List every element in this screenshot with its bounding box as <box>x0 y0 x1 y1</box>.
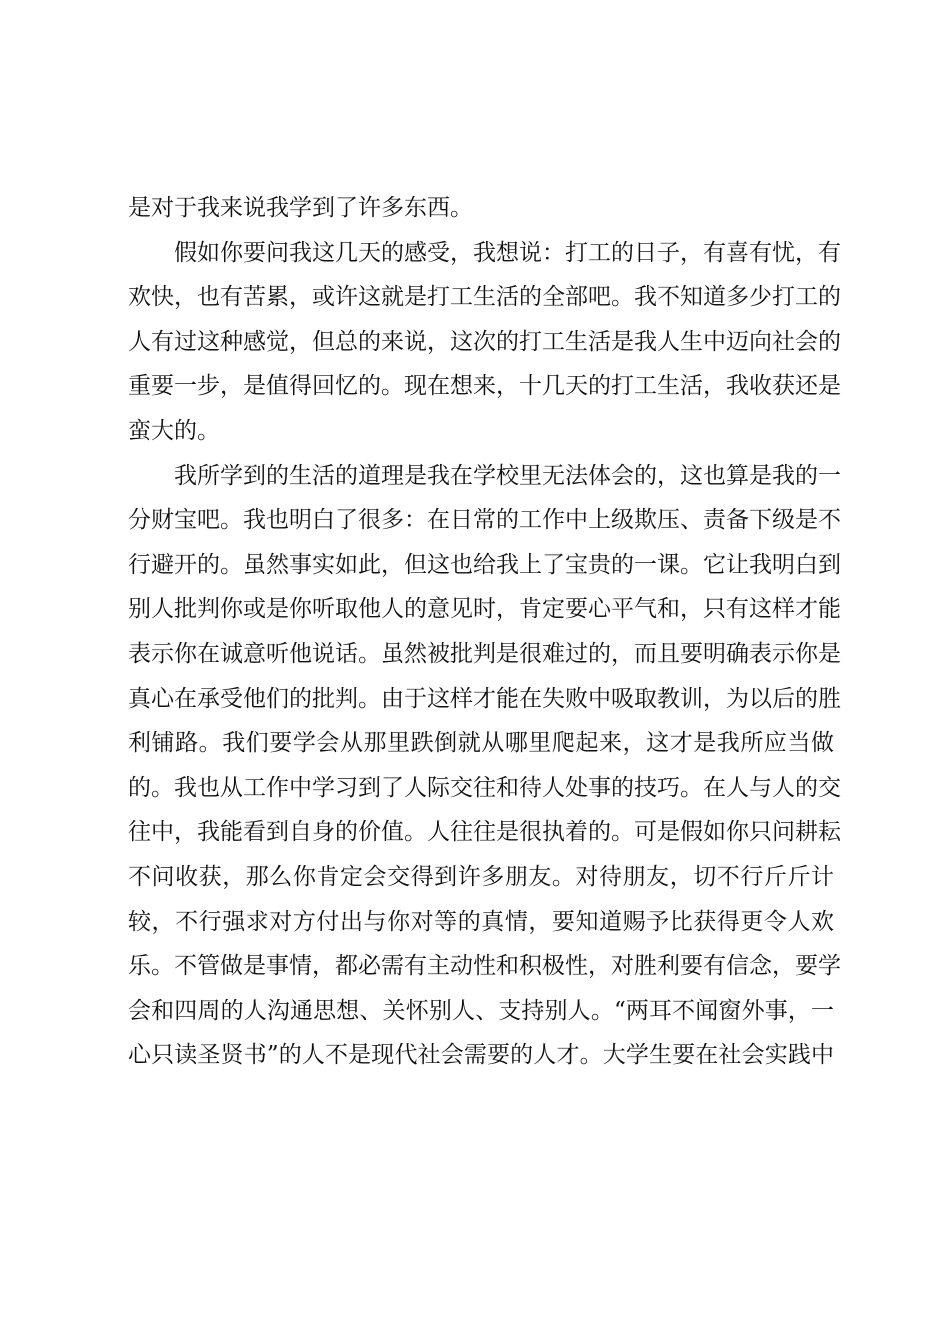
text-line: 心只读圣贤书”的人不是现代社会需要的人才。大学生要在社会实践中 <box>128 1042 834 1069</box>
body-text <box>128 186 841 1078</box>
text-line: 欢快，也有苦累，或许这就是打工生活的全部吧。我不知道多少打工的 <box>128 284 841 311</box>
text-line: 较，不行强求对方付出与你对等的真情，要知道赐予比获得更令人欢 <box>128 908 834 935</box>
text-line: 真心在承受他们的批判。由于这样才能在失败中吸取教训，为以后的胜 <box>128 685 841 712</box>
text-line: 不问收获，那么你肯定会交得到许多朋友。对待朋友，切不行斤斤计 <box>128 863 834 890</box>
text-line: 人有过这种感觉，但总的来说，这次的打工生活是我人生中迈向社会的 <box>128 328 841 355</box>
paragraph-last-line: 蛮大的。 <box>128 417 220 444</box>
text-line: 乐。不管做是事情，都必需有主动性和积极性，对胜利要有信念，要学 <box>128 953 841 980</box>
text-line: 是对于我来说我学到了许多东西。 <box>128 195 473 221</box>
text-line: 分财宝吧。我也明白了很多：在日常的工作中上级欺压、责备下级是不 <box>128 507 841 534</box>
paragraph-first-line: 我所学到的生活的道理是我在学校里无法体会的，这也算是我的一 <box>174 462 841 489</box>
text-line: 别人批判你或是你听取他人的意见时，肯定要心平气和，只有这样才能 <box>128 596 841 623</box>
text-line: 利铺路。我们要学会从那里跌倒就从哪里爬起来，这才是我所应当做 <box>128 730 834 757</box>
text-line: 表示你在诚意听他说话。虽然被批判是很难过的，而且要明确表示你是 <box>128 640 841 667</box>
text-line: 行避开的。虽然事实如此，但这也给我上了宝贵的一课。它让我明白到 <box>128 551 841 578</box>
paragraph-first-line: 假如你要问我这几天的感受，我想说：打工的日子，有喜有忧，有 <box>174 239 841 266</box>
text-line: 会和四周的人沟通思想、关怀别人、支持别人。“两耳不闻窗外事，一 <box>128 997 834 1024</box>
text-line: 的。我也从工作中学习到了人际交往和待人处事的技巧。在人与人的交 <box>128 774 841 801</box>
text-line: 重要一步，是值得回忆的。现在想来，十几天的打工生活，我收获还是 <box>128 373 841 400</box>
text-line: 往中，我能看到自身的价值。人往往是很执着的。可是假如你只问耕耘 <box>128 819 841 846</box>
